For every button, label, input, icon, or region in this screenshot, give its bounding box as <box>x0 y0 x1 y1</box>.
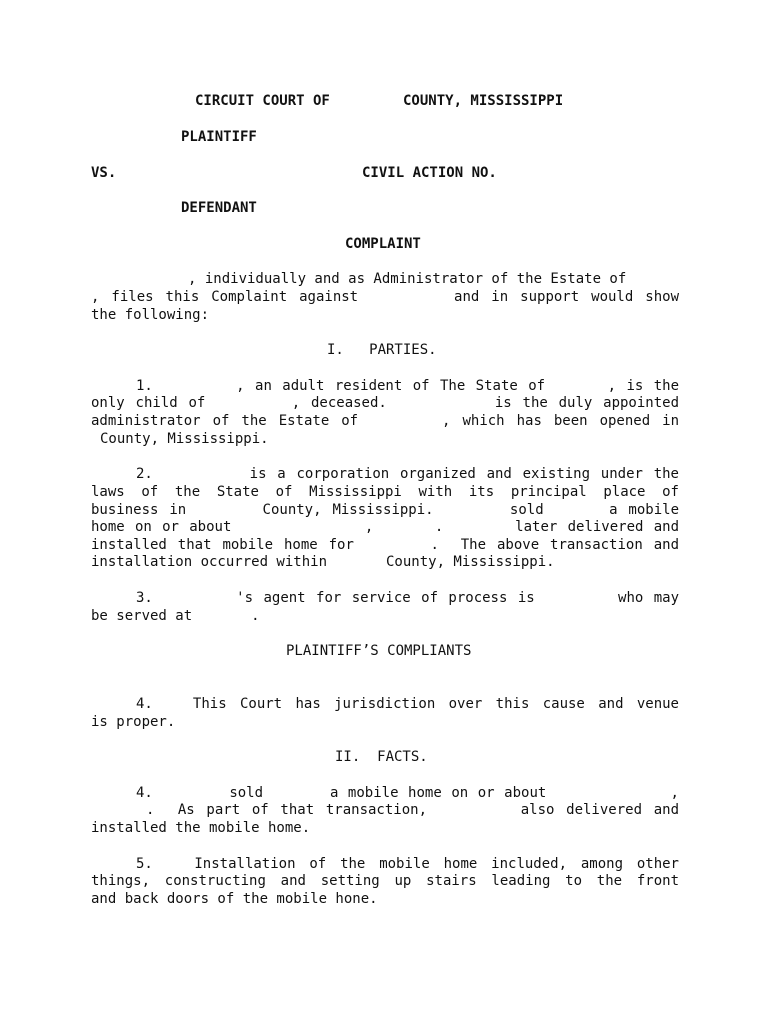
paragraph-line: installed the mobile home. <box>91 820 311 836</box>
paragraph-line: 2. is a corporation organized and existing under the <box>136 466 679 482</box>
court-name-left: CIRCUIT COURT OF <box>195 93 330 109</box>
paragraph-line: and back doors of the mobile hone. <box>91 891 378 907</box>
paragraph-line: business in County, Mississippi. sold a mobile <box>91 502 679 518</box>
plaintiff-label: PLAINTIFF <box>181 129 257 145</box>
paragraph-line: installation occurred within County, Mississippi. <box>91 554 555 570</box>
paragraph-line: 5. Installation of the mobile home included, among other <box>136 856 679 872</box>
paragraph-line: laws of the State of Mississippi with its principal place of <box>91 484 679 500</box>
paragraph-line: be served at . <box>91 608 260 624</box>
paragraph-line: . As part of that transaction, also delivered and <box>146 802 679 818</box>
plaintiffs-complaints-heading: PLAINTIFF’S COMPLIANTS <box>286 643 472 659</box>
paragraph-line: 4. This Court has jurisdiction over this cause and venue <box>136 696 679 712</box>
document-title: COMPLAINT <box>345 236 421 252</box>
intro-line: the following: <box>91 307 210 323</box>
intro-line: , individually and as Administrator of the Estate of <box>188 271 627 287</box>
paragraph-line: 1. , an adult resident of The State of , is the <box>136 378 679 394</box>
intro-line: , files this Complaint against and in support would show <box>91 289 679 305</box>
paragraph-line: things, constructing and setting up stairs leading to the front <box>91 873 679 889</box>
paragraph-line: installed that mobile home for . The above transaction and <box>91 537 679 553</box>
paragraph-line: is proper. <box>91 714 176 730</box>
paragraph-line: administrator of the Estate of , which has been opened in <box>91 413 679 429</box>
paragraph-line: only child of , deceased. is the duly appointed <box>91 395 679 411</box>
paragraph-line: home on or about , . later delivered and <box>91 519 679 535</box>
defendant-label: DEFENDANT <box>181 200 257 216</box>
paragraph-line: County, Mississippi. <box>100 431 269 447</box>
civil-action-label: CIVIL ACTION NO. <box>362 165 497 181</box>
paragraph-line: 4. sold a mobile home on or about , <box>136 785 679 801</box>
court-name-right: COUNTY, MISSISSIPPI <box>403 93 564 109</box>
versus-label: VS. <box>91 165 117 181</box>
section-heading-facts: II. FACTS. <box>335 749 428 765</box>
paragraph-line: 3. 's agent for service of process is who may <box>136 590 679 606</box>
section-heading-parties: I. PARTIES. <box>327 342 437 358</box>
